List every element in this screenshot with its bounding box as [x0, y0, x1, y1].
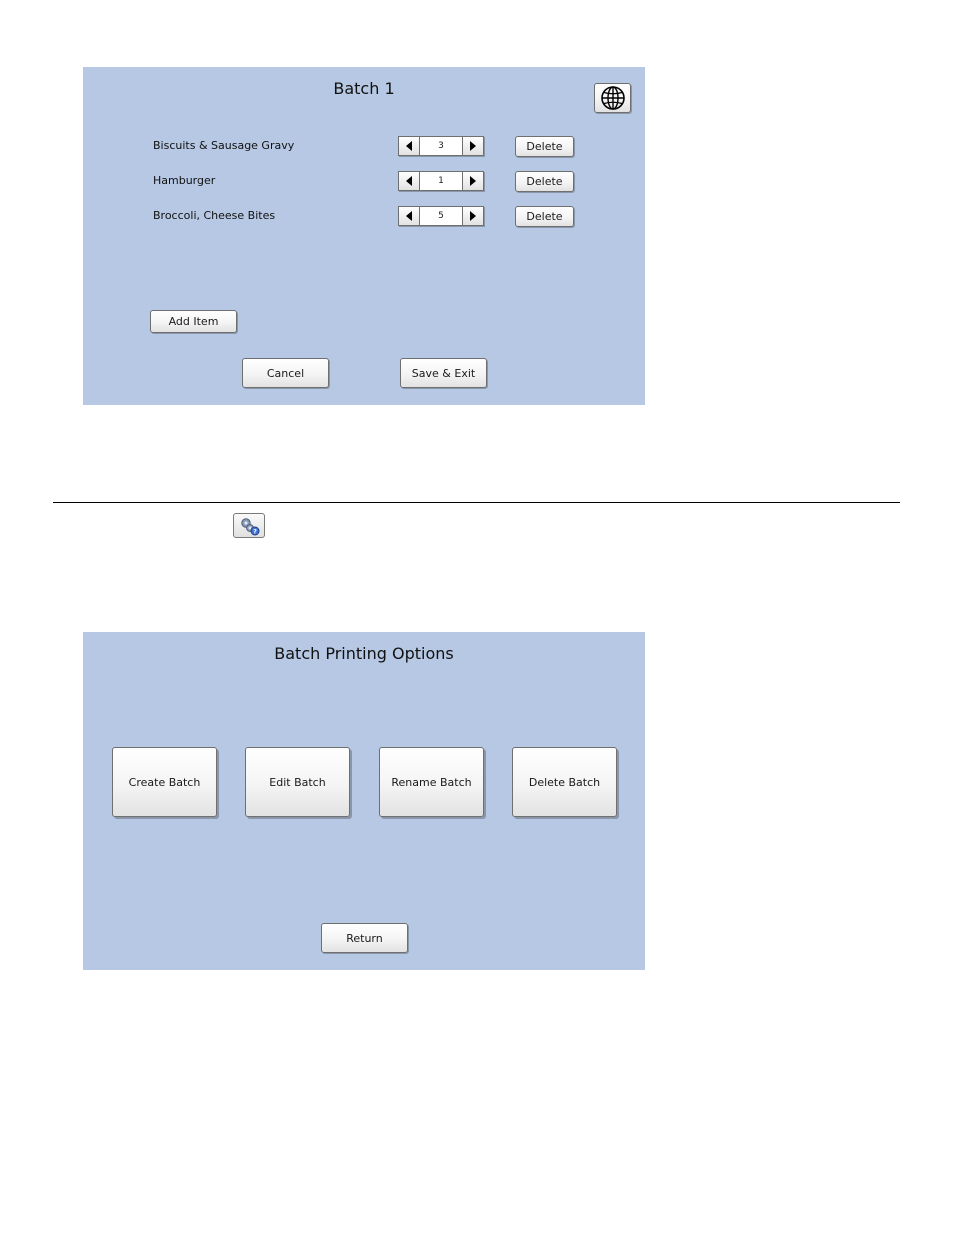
- quantity-value[interactable]: 5: [438, 211, 444, 221]
- increase-arrow-icon[interactable]: [462, 207, 483, 225]
- globe-icon: [600, 85, 626, 111]
- batch-edit-panel: [83, 67, 645, 405]
- batch-options-button[interactable]: [233, 513, 265, 538]
- quantity-stepper[interactable]: [398, 171, 484, 191]
- quantity-value[interactable]: 1: [438, 176, 444, 186]
- cancel-button[interactable]: Cancel: [242, 358, 329, 388]
- increase-arrow-icon[interactable]: [462, 172, 483, 190]
- batch-item-label: Biscuits & Sausage Gravy: [153, 139, 295, 152]
- delete-item-button[interactable]: Delete: [515, 206, 574, 227]
- panel-title: Batch Printing Options: [274, 644, 454, 663]
- language-button[interactable]: [594, 83, 631, 113]
- decrease-arrow-icon[interactable]: [399, 172, 420, 190]
- svg-text:?: ?: [253, 527, 257, 536]
- section-divider: [53, 502, 900, 503]
- quantity-stepper[interactable]: [398, 136, 484, 156]
- delete-batch-button[interactable]: Delete Batch: [512, 747, 617, 817]
- increase-arrow-icon[interactable]: [462, 137, 483, 155]
- panel-title: Batch 1: [333, 79, 395, 98]
- decrease-arrow-icon[interactable]: [399, 207, 420, 225]
- create-batch-button[interactable]: Create Batch: [112, 747, 217, 817]
- batch-item-label: Broccoli, Cheese Bites: [153, 209, 276, 222]
- rename-batch-button[interactable]: Rename Batch: [379, 747, 484, 817]
- delete-item-button[interactable]: Delete: [515, 136, 574, 157]
- delete-item-button[interactable]: Delete: [515, 171, 574, 192]
- batch-options-icon: [237, 516, 261, 536]
- decrease-arrow-icon[interactable]: [399, 137, 420, 155]
- edit-batch-button[interactable]: Edit Batch: [245, 747, 350, 817]
- add-item-button[interactable]: Add Item: [150, 310, 237, 333]
- quantity-stepper[interactable]: [398, 206, 484, 226]
- quantity-value[interactable]: 3: [438, 141, 444, 151]
- return-button[interactable]: Return: [321, 923, 408, 953]
- batch-item-label: Hamburger: [153, 174, 216, 187]
- save-exit-button[interactable]: Save & Exit: [400, 358, 487, 388]
- batch-options-panel: [83, 632, 645, 970]
